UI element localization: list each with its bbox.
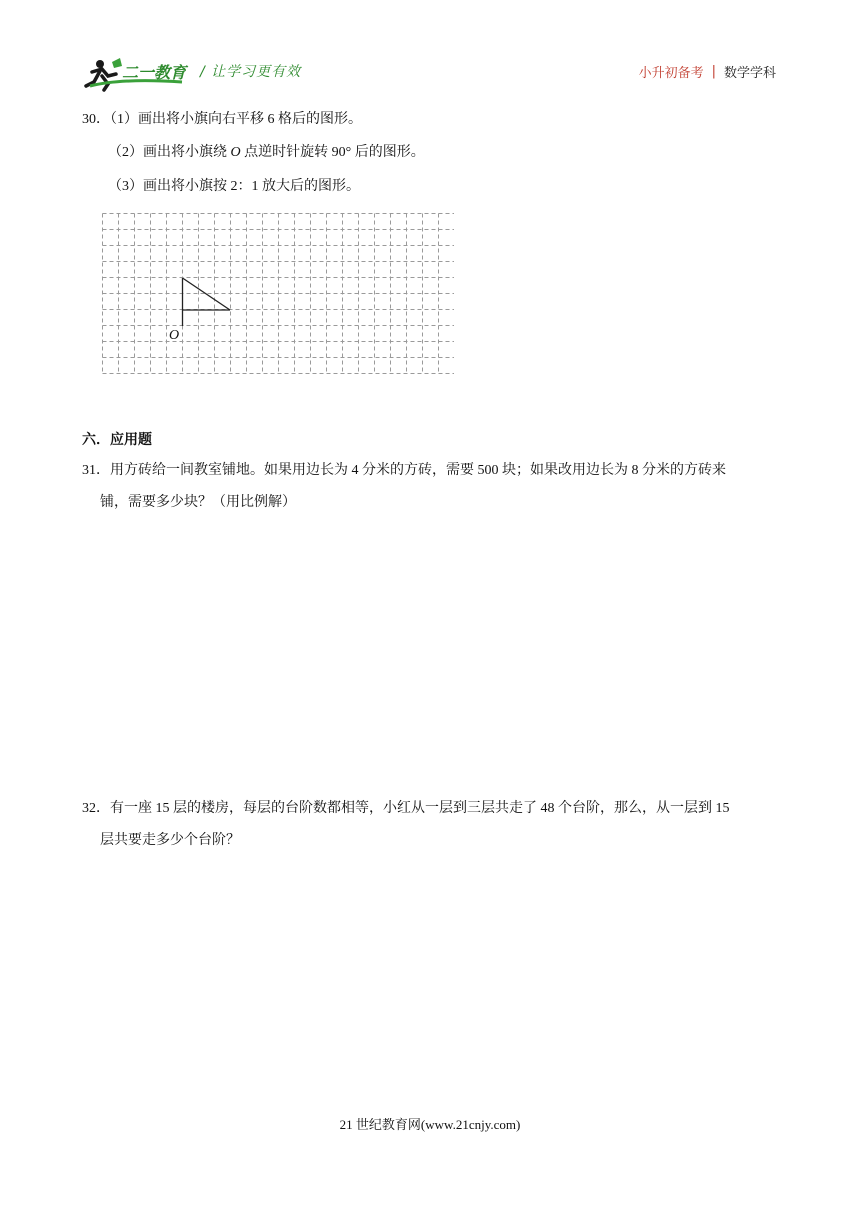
q31-line2: 铺，需要多少块？（用比例解） [100,495,296,510]
logo [82,56,192,92]
q30-line2-suffix: 点逆时针旋转 90° 后的图形。 [240,145,425,160]
header-right [639,62,776,81]
section-title: 六．应用题 [82,433,152,448]
subject-label: 数学学科 [723,66,776,81]
page-footer: 21 世纪教育网(www.21cnjy.com) [339,1117,521,1132]
point-o-label: O [169,328,180,343]
dashed-grid [103,214,455,374]
grid-figure [102,213,454,375]
q30-line2 [108,146,425,160]
q32-line2: 层共要走多少个台阶？ [100,833,240,848]
q30-point-o: O [230,145,241,160]
page-header [82,52,782,92]
logo-text: 二一教育 [122,63,187,82]
q31-line1: 31．用方砖给一间教室铺地。如果用边长为 4 分米的方砖，需要 500 块；如果改用边长为 8 分米的方砖来 [82,463,726,478]
q32-line1: 32．有一座 15 层的楼房，每层的台阶数都相等，小红从一层到三层共走了 48 个台阶，那么，从一层到 15 [82,801,730,816]
exam-label: 小升初备考 [638,66,704,81]
q30-line2-prefix: （2）画出将小旗绕 [108,145,231,160]
slogan: / 让学习更有效 [200,64,302,80]
q30-line3: （3）画出将小旗按 2：1 放大后的图形。 [108,179,360,194]
q30-line1: 30．（1）画出将小旗向右平移 6 格后的图形。 [82,112,362,127]
flag-shape [183,278,231,326]
header-separator: | [711,64,716,79]
